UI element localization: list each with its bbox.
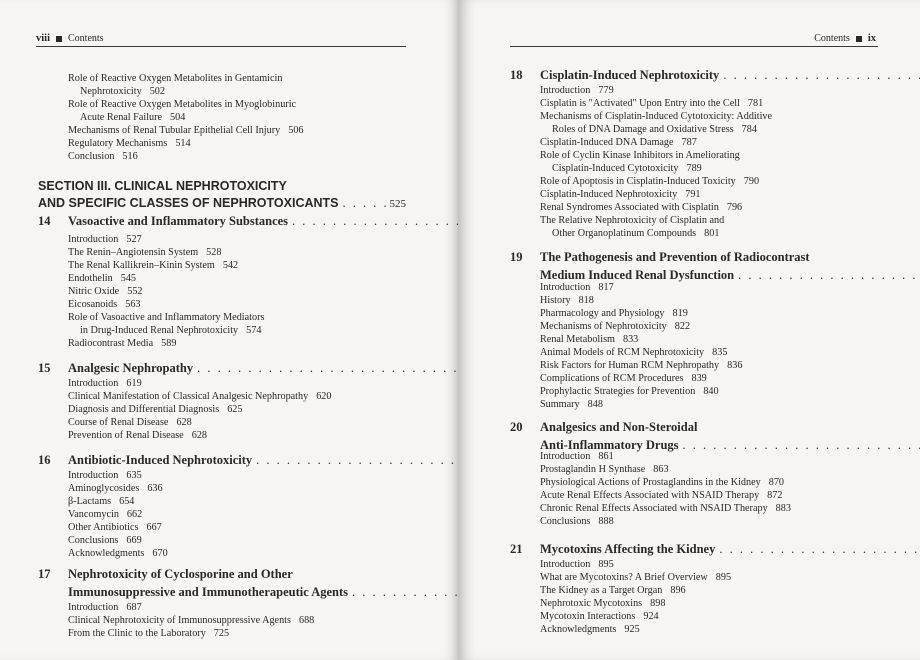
toc-entry: The Renin–Angiotensin System 528 <box>68 247 222 258</box>
toc-entry: Prostaglandin H Synthase 863 <box>540 464 669 475</box>
toc-entry: Chronic Renal Effects Associated with NSAID Therapy 883 <box>540 503 791 514</box>
chapter-heading: 17 Nephrotoxicity of Cyclosporine and Other Immunosuppressive and Immunotherapeutic Agents . . . <box>38 567 410 601</box>
toc-entry: Nephrotoxic Mycotoxins 898 <box>540 598 666 609</box>
header-rule <box>510 46 878 47</box>
toc-entry: Eicosanoids 563 <box>68 299 141 310</box>
toc-entry: Introduction 527 <box>68 234 142 245</box>
toc-entry: Role of Cyclin Kinase Inhibitors in Ameliorating <box>540 150 740 161</box>
left-page-number: viii <box>36 33 51 44</box>
chapter-heading: 14 Vasoactive and Inflammatory Substances . . . <box>38 214 406 230</box>
toc-entry: The Renal Kallikrein–Kinin System 542 <box>68 260 239 271</box>
toc-entry: Regulatory Mechanisms 514 <box>68 138 191 149</box>
toc-entry: Role of Reactive Oxygen Metabolites in Gentamicin <box>68 73 283 84</box>
toc-entry: Introduction 635 <box>68 470 142 481</box>
toc-entry: Introduction 779 <box>540 85 614 96</box>
toc-entry: The Kidney as a Target Organ 896 <box>540 585 686 596</box>
toc-entry: Mycotoxin Interactions 924 <box>540 611 659 622</box>
toc-entry: Nephrotoxicity 502 <box>80 86 165 97</box>
section-heading: SECTION III. CLINICAL NEPHROTOXICITY AND SPECIFIC CLASSES OF NEPHROTOXICANTS . . . 525 <box>38 178 406 213</box>
chapter-heading: 19 The Pathogenesis and Prevention of Radiocontrast Medium Induced Renal Dysfunction . . . <box>510 250 878 284</box>
chapter-heading: 21 Mycotoxins Affecting the Kidney . . . <box>510 542 878 558</box>
toc-entry: Roles of DNA Damage and Oxidative Stress 784 <box>552 124 757 135</box>
toc-entry: Cisplatin-Induced DNA Damage 787 <box>540 137 697 148</box>
toc-entry: Endothelin 545 <box>68 273 136 284</box>
right-running-title: Contents <box>814 33 850 44</box>
toc-entry: Cisplatin is "Activated" Upon Entry into the Cell 781 <box>540 98 764 109</box>
toc-entry: Acute Renal Effects Associated with NSAID Therapy 872 <box>540 490 783 501</box>
toc-entry: What are Mycotoxins? A Brief Overview 895 <box>540 572 732 583</box>
toc-entry: Other Antibiotics 667 <box>68 522 162 533</box>
toc-entry: Mechanisms of Cisplatin-Induced Cytotoxicity: Additive <box>540 111 773 122</box>
toc-entry: Physiological Actions of Prostaglandins in the Kidney 870 <box>540 477 784 488</box>
toc-entry: Introduction 687 <box>68 602 142 613</box>
toc-entry: Cisplatin-Induced Cytotoxicity 789 <box>552 163 702 174</box>
toc-entry: Role of Apoptosis in Cisplatin-Induced Toxicity 790 <box>540 176 760 187</box>
toc-entry: Cisplatin-Induced Nephrotoxicity 791 <box>540 189 701 200</box>
toc-entry: Aminoglycosides 636 <box>68 483 163 494</box>
chapter-heading: 15 Analgesic Nephropathy . . . <box>38 361 406 377</box>
toc-entry: Acute Renal Failure 504 <box>80 112 186 123</box>
header-rule <box>36 46 406 47</box>
toc-entry: Pharmacology and Physiology 819 <box>540 308 688 319</box>
toc-entry: Introduction 895 <box>540 559 614 570</box>
toc-entry: Acknowledgments 670 <box>68 548 168 559</box>
square-bullet-icon <box>856 36 862 42</box>
right-page-number: ix <box>867 33 876 44</box>
toc-entry: Mechanisms of Nephrotoxicity 822 <box>540 321 691 332</box>
toc-entry: Introduction 817 <box>540 282 614 293</box>
toc-entry: Conclusions 888 <box>540 516 614 527</box>
toc-entry: Prevention of Renal Disease 628 <box>68 430 207 441</box>
toc-entry: Conclusions 669 <box>68 535 142 546</box>
toc-entry: From the Clinic to the Laboratory 725 <box>68 628 230 639</box>
toc-entry: Prophylactic Strategies for Prevention 840 <box>540 386 719 397</box>
toc-entry: Nitric Oxide 552 <box>68 286 143 297</box>
toc-entry: Other Organoplatinum Compounds 801 <box>552 228 720 239</box>
toc-entry: Complications of RCM Procedures 839 <box>540 373 707 384</box>
toc-entry: Role of Vasoactive and Inflammatory Mediators <box>68 312 265 323</box>
chapter-heading: 16 Antibiotic-Induced Nephrotoxicity . . . <box>38 453 406 469</box>
left-running-title: Contents <box>68 33 104 44</box>
toc-entry: β-Lactams 654 <box>68 496 135 507</box>
toc-entry: Diagnosis and Differential Diagnosis 625 <box>68 404 243 415</box>
chapter-heading: 20 Analgesics and Non-Steroidal Anti-Inflammatory Drugs . . . <box>510 420 878 454</box>
toc-entry: in Drug-Induced Renal Nephrotoxicity 574 <box>80 325 262 336</box>
toc-entry: Renal Metabolism 833 <box>540 334 639 345</box>
toc-entry: Acknowledgments 925 <box>540 624 640 635</box>
toc-entry: History 818 <box>540 295 594 306</box>
toc-entry: Introduction 861 <box>540 451 614 462</box>
toc-entry: Clinical Nephrotoxicity of Immunosuppressive Agents 688 <box>68 615 315 626</box>
toc-entry: The Relative Nephrotoxicity of Cisplatin and <box>540 215 725 226</box>
right-page <box>458 0 920 660</box>
square-bullet-icon <box>56 36 62 42</box>
left-page <box>0 0 458 660</box>
toc-entry: Clinical Manifestation of Classical Analgesic Nephropathy 620 <box>68 391 332 402</box>
toc-entry: Risk Factors for Human RCM Nephropathy 836 <box>540 360 743 371</box>
chapter-heading: 18 Cisplatin-Induced Nephrotoxicity . . . <box>510 68 878 84</box>
left-running-header <box>36 33 104 44</box>
toc-entry: Renal Syndromes Associated with Cisplatin 796 <box>540 202 743 213</box>
right-running-header <box>814 33 876 44</box>
toc-entry: Vancomycin 662 <box>68 509 143 520</box>
toc-entry: Course of Renal Disease 628 <box>68 417 192 428</box>
toc-entry: Summary 848 <box>540 399 603 410</box>
toc-entry: Radiocontrast Media 589 <box>68 338 177 349</box>
toc-entry: Mechanisms of Renal Tubular Epithelial Cell Injury 506 <box>68 125 304 136</box>
toc-entry: Introduction 619 <box>68 378 142 389</box>
toc-entry: Role of Reactive Oxygen Metabolites in Myoglobinuric <box>68 99 297 110</box>
toc-entry: Animal Models of RCM Nephrotoxicity 835 <box>540 347 728 358</box>
toc-entry: Conclusion 516 <box>68 151 138 162</box>
